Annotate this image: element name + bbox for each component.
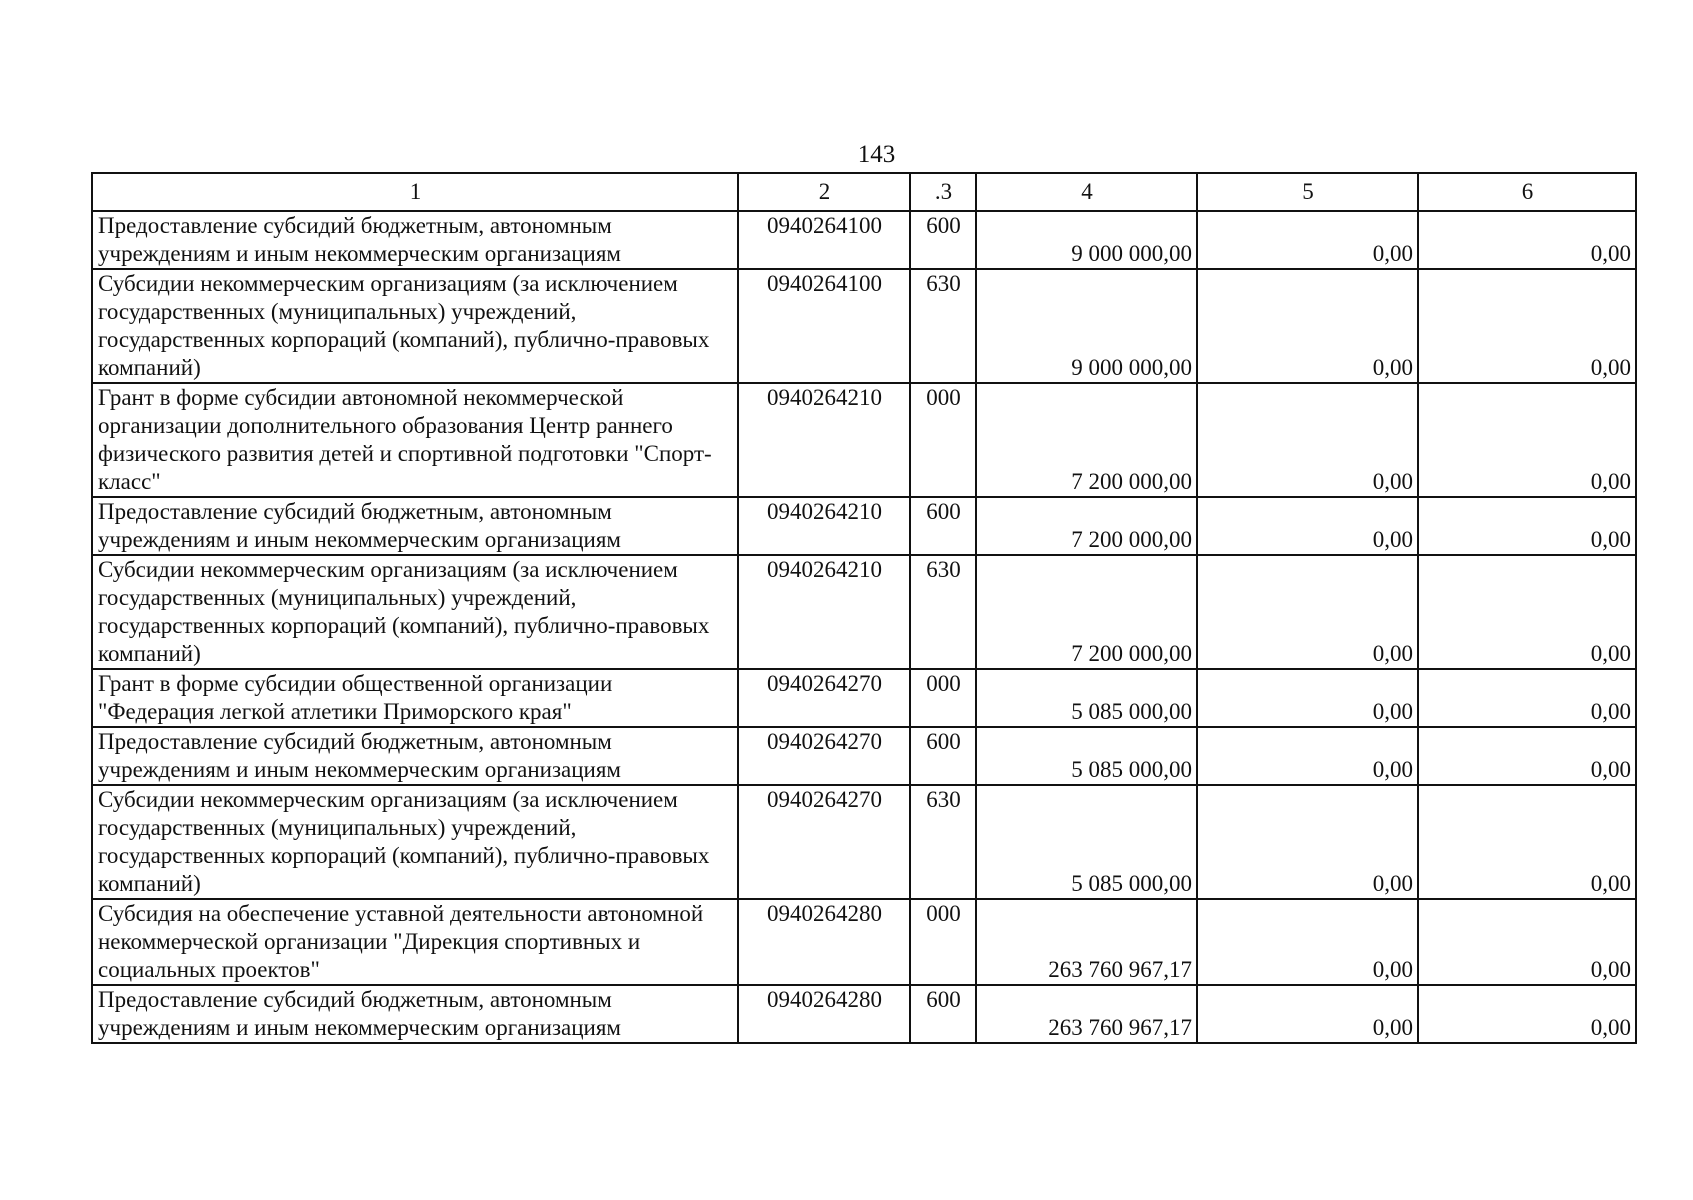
row-amount-col6: 0,00 — [1418, 899, 1636, 985]
row-amount-col5: 0,00 — [1197, 383, 1418, 497]
row-type: 000 — [910, 383, 976, 497]
row-type: 000 — [910, 899, 976, 985]
row-type: 630 — [910, 269, 976, 383]
row-amount-col4: 7 200 000,00 — [976, 383, 1197, 497]
row-code: 0940264270 — [738, 785, 910, 899]
row-amount-col6: 0,00 — [1418, 555, 1636, 669]
table-row — [92, 899, 1636, 985]
row-type: 600 — [910, 727, 976, 785]
row-amount-col6: 0,00 — [1418, 727, 1636, 785]
table-row — [92, 497, 1636, 555]
row-amount-col5: 0,00 — [1197, 899, 1418, 985]
table-row — [92, 669, 1636, 727]
row-name: Субсидия на обеспечение уставной деятельности автономной некоммерческой организации "Дирекция спортивных и социальных проектов" — [92, 899, 738, 985]
row-amount-col4: 9 000 000,00 — [976, 269, 1197, 383]
row-amount-col6: 0,00 — [1418, 211, 1636, 269]
row-amount-col4: 5 085 000,00 — [976, 669, 1197, 727]
header-row — [92, 173, 1636, 211]
row-type: 000 — [910, 669, 976, 727]
row-amount-col4: 9 000 000,00 — [976, 211, 1197, 269]
row-amount-col5: 0,00 — [1197, 555, 1418, 669]
row-amount-col4: 7 200 000,00 — [976, 497, 1197, 555]
header-col-5: 5 — [1197, 173, 1418, 211]
row-amount-col6: 0,00 — [1418, 669, 1636, 727]
row-amount-col5: 0,00 — [1197, 211, 1418, 269]
header-col-1: 1 — [92, 173, 738, 211]
row-code: 0940264280 — [738, 985, 910, 1043]
table-row — [92, 269, 1636, 383]
row-name: Грант в форме субсидии общественной организации "Федерация легкой атлетики Приморского края" — [92, 669, 738, 727]
table-row — [92, 785, 1636, 899]
row-type: 600 — [910, 985, 976, 1043]
row-name: Субсидии некоммерческим организациям (за исключением государственных (муниципальных) учреждений, государственных корпораций (компаний), публично-правовых компаний) — [92, 555, 738, 669]
budget-table — [91, 172, 1637, 1044]
row-name: Предоставление субсидий бюджетным, автономным учреждениям и иным некоммерческим организациям — [92, 211, 738, 269]
row-amount-col6: 0,00 — [1418, 985, 1636, 1043]
row-name: Субсидии некоммерческим организациям (за исключением государственных (муниципальных) учреждений, государственных корпораций (компаний), публично-правовых компаний) — [92, 785, 738, 899]
header-col-6: 6 — [1418, 173, 1636, 211]
row-name: Субсидии некоммерческим организациям (за исключением государственных (муниципальных) учреждений, государственных корпораций (компаний), публично-правовых компаний) — [92, 269, 738, 383]
table-body — [92, 211, 1636, 1043]
row-amount-col6: 0,00 — [1418, 785, 1636, 899]
row-amount-col6: 0,00 — [1418, 497, 1636, 555]
header-col-4: 4 — [976, 173, 1197, 211]
row-amount-col5: 0,00 — [1197, 985, 1418, 1043]
row-code: 0940264100 — [738, 211, 910, 269]
table-row — [92, 211, 1636, 269]
row-code: 0940264100 — [738, 269, 910, 383]
row-code: 0940264210 — [738, 555, 910, 669]
row-type: 630 — [910, 785, 976, 899]
header-col-2: 2 — [738, 173, 910, 211]
row-name: Предоставление субсидий бюджетным, автономным учреждениям и иным некоммерческим организациям — [92, 727, 738, 785]
row-code: 0940264270 — [738, 669, 910, 727]
row-name: Предоставление субсидий бюджетным, автономным учреждениям и иным некоммерческим организациям — [92, 985, 738, 1043]
header-col-3: .3 — [910, 173, 976, 211]
table-header — [92, 173, 1636, 211]
row-name: Предоставление субсидий бюджетным, автономным учреждениям и иным некоммерческим организациям — [92, 497, 738, 555]
row-type: 600 — [910, 497, 976, 555]
row-amount-col6: 0,00 — [1418, 383, 1636, 497]
row-code: 0940264270 — [738, 727, 910, 785]
row-name: Грант в форме субсидии автономной некоммерческой организации дополнительного образования Центр раннего физического развития детей и спортивной подготовки "Спорт-класс" — [92, 383, 738, 497]
table-row — [92, 555, 1636, 669]
table-row — [92, 727, 1636, 785]
row-amount-col4: 263 760 967,17 — [976, 985, 1197, 1043]
row-amount-col5: 0,00 — [1197, 785, 1418, 899]
row-amount-col5: 0,00 — [1197, 727, 1418, 785]
row-code: 0940264280 — [738, 899, 910, 985]
table-row — [92, 383, 1636, 497]
row-amount-col5: 0,00 — [1197, 669, 1418, 727]
table-row — [92, 985, 1636, 1043]
row-amount-col5: 0,00 — [1197, 269, 1418, 383]
row-amount-col6: 0,00 — [1418, 269, 1636, 383]
row-amount-col4: 5 085 000,00 — [976, 785, 1197, 899]
row-amount-col4: 5 085 000,00 — [976, 727, 1197, 785]
row-amount-col4: 263 760 967,17 — [976, 899, 1197, 985]
row-type: 630 — [910, 555, 976, 669]
row-amount-col5: 0,00 — [1197, 497, 1418, 555]
row-type: 600 — [910, 211, 976, 269]
row-code: 0940264210 — [738, 497, 910, 555]
row-code: 0940264210 — [738, 383, 910, 497]
row-amount-col4: 7 200 000,00 — [976, 555, 1197, 669]
page-number: 143 — [857, 141, 896, 168]
